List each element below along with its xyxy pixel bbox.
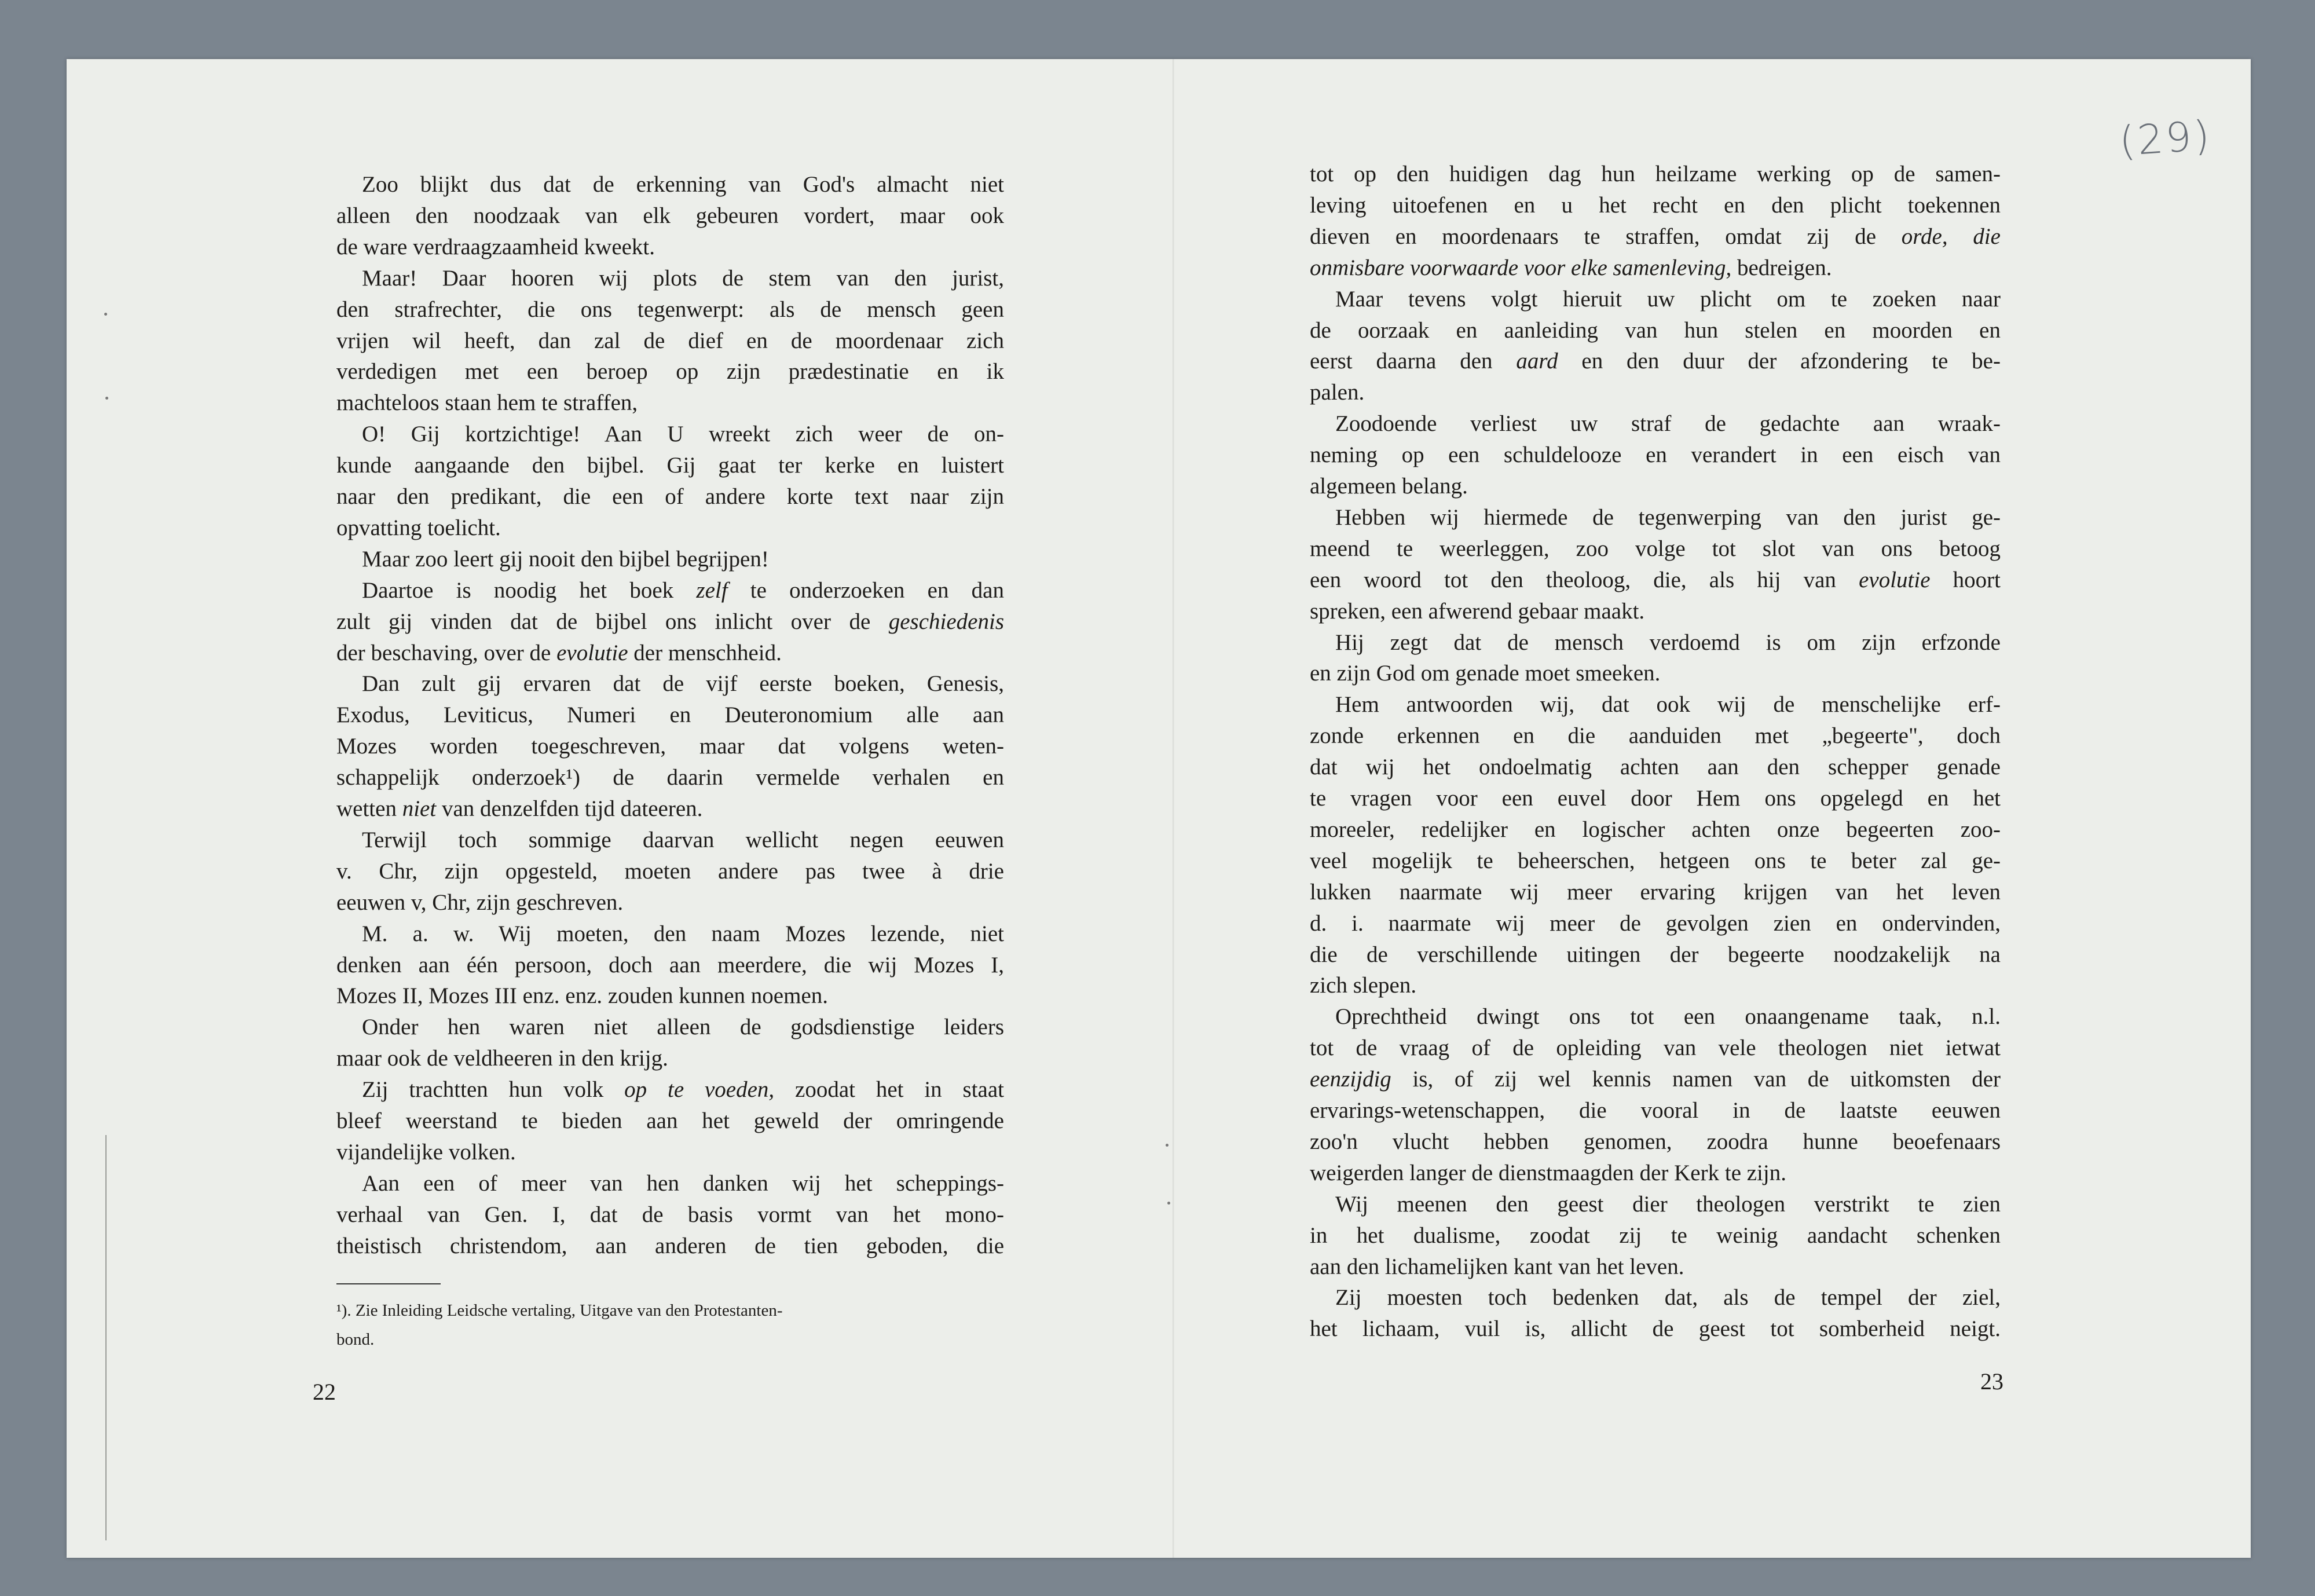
text-line xyxy=(336,918,1004,950)
text-line xyxy=(1310,877,2001,908)
text-run: de oorzaak en aanleiding van hun stelen en moorden en xyxy=(1310,317,2001,343)
text-line xyxy=(336,856,1004,887)
text-run: Dan zult gij ervaren dat de vijf eerste boeken, Genesis, xyxy=(362,671,1004,697)
footnote-line: ¹). Zie Inleiding Leidsche vertaling, Uitgave van den Protestanten- xyxy=(336,1301,783,1320)
text-run: der beschaving, over de xyxy=(336,640,557,665)
text-run: bedreigen. xyxy=(1731,255,1832,280)
italic-text-run: evolutie xyxy=(556,640,628,665)
text-run: van denzelfden tijd dateeren. xyxy=(436,796,703,821)
text-run: de ware verdraagzaamheid kweekt. xyxy=(336,234,655,259)
text-line xyxy=(336,169,1004,200)
text-line xyxy=(336,513,1004,544)
text-line xyxy=(1310,908,2001,939)
text-line xyxy=(1310,689,2001,720)
text-line xyxy=(1310,346,2001,377)
text-run: v. Chr, zijn opgesteld, moeten andere pas twee à drie xyxy=(336,858,1004,884)
footnote-line: bond. xyxy=(336,1330,375,1349)
italic-text-run: orde, die xyxy=(1901,224,2001,249)
text-line xyxy=(1310,752,2001,783)
text-line xyxy=(336,1012,1004,1043)
text-run: Hij zegt dat de mensch verdoemd is om zijn erfzonde xyxy=(1335,629,2001,655)
text-line xyxy=(1310,939,2001,971)
text-line xyxy=(336,481,1004,513)
text-run: te vragen voor een euvel door Hem ons opgelegd en het xyxy=(1310,786,2001,811)
text-line xyxy=(336,575,1004,606)
text-run: ervarings-wetenschappen, die vooral in de laatste eeuwen xyxy=(1310,1098,2001,1123)
text-line xyxy=(336,980,1004,1012)
text-line xyxy=(1310,315,2001,346)
text-line xyxy=(1310,596,2001,627)
text-line xyxy=(336,1168,1004,1199)
text-run: eerst daarna den xyxy=(1310,349,1517,374)
handwritten-page-annotation: (29) xyxy=(2118,111,2214,166)
text-run: spreken, een afwerend gebaar maakt. xyxy=(1310,598,1645,624)
page-number-left: 22 xyxy=(313,1379,336,1405)
speck xyxy=(104,313,107,316)
text-run: meend te weerleggen, zoo volge tot slot van ons betoog xyxy=(1310,536,2001,561)
text-run: theistisch christendom, aan anderen de tien geboden, die xyxy=(336,1233,1004,1258)
text-line xyxy=(336,387,1004,419)
text-line xyxy=(336,200,1004,232)
text-line xyxy=(1310,1282,2001,1313)
text-line xyxy=(1310,1158,2001,1189)
text-line xyxy=(1310,190,2001,221)
italic-text-run: niet xyxy=(402,796,437,821)
text-run: zoo'n vlucht hebben genomen, zoodra hunne beoefenaars xyxy=(1310,1129,2001,1154)
text-line xyxy=(336,793,1004,825)
text-run: weigerden langer de dienstmaagden der Kerk te zijn. xyxy=(1310,1160,1786,1185)
text-run: zoodat het in staat xyxy=(774,1077,1004,1103)
text-run: Hem antwoorden wij, dat ook wij de menschelijke erf- xyxy=(1335,692,2001,718)
text-run: Terwijl toch sommige daarvan wellicht negen eeuwen xyxy=(362,827,1004,852)
text-run: Zoo blijkt dus dat de erkenning van God's almacht niet xyxy=(362,172,1004,197)
text-line xyxy=(336,1106,1004,1137)
text-run: denken aan één persoon, doch aan meerdere, die wij Mozes I, xyxy=(336,952,1004,978)
text-run: vijandelijke volken. xyxy=(336,1139,516,1165)
text-run: het lichaam, vuil is, allicht de geest tot somberheid neigt. xyxy=(1310,1316,2001,1342)
text-run: Onder hen waren niet alleen de godsdienstige leiders xyxy=(362,1015,1004,1040)
text-line xyxy=(336,544,1004,575)
text-line xyxy=(1310,565,2001,596)
page-edge xyxy=(105,1135,107,1540)
italic-text-run: op te voeden, xyxy=(624,1077,775,1103)
text-run: zult gij vinden dat de bijbel ons inlicht over de xyxy=(336,609,889,634)
text-run: hoort xyxy=(1930,567,2001,592)
text-run: Hebben wij hiermede de tegenwerping van den jurist ge- xyxy=(1335,504,2001,530)
italic-text-run: eenzijdig xyxy=(1310,1067,1391,1092)
text-line xyxy=(336,263,1004,294)
text-run: d. i. naarmate wij meer de gevolgen zien en ondervinden, xyxy=(1310,910,2001,936)
text-line xyxy=(336,825,1004,856)
text-run: Maar tevens volgt hieruit uw plicht om te zoeken naar xyxy=(1335,286,2001,312)
text-run: O! Gij kortzichtige! Aan U wreekt zich weer de on- xyxy=(362,422,1004,447)
text-line xyxy=(336,1199,1004,1231)
text-run: Zij trachtten hun volk xyxy=(362,1077,625,1103)
text-line xyxy=(1310,1095,2001,1126)
text-line xyxy=(1310,221,2001,252)
text-run: algemeen belang. xyxy=(1310,474,1468,499)
text-run: veel mogelijk te beheerschen, hetgeen ons te beter zal ge- xyxy=(1310,848,2001,873)
text-line xyxy=(1310,627,2001,658)
text-line xyxy=(1310,377,2001,408)
text-run: dat wij het ondoelmatig achten aan den schepper genade xyxy=(1310,755,2001,780)
text-line xyxy=(336,1231,1004,1262)
text-run: een woord tot den theoloog, die, als hij van xyxy=(1310,567,1859,592)
text-line xyxy=(1310,471,2001,502)
text-run: zonde erkennen en die aanduiden met „begeerte", doch xyxy=(1310,723,2001,749)
text-run: Zij moesten toch bedenken dat, als de tempel der ziel, xyxy=(1335,1285,2001,1311)
text-line xyxy=(1310,814,2001,845)
text-line xyxy=(336,887,1004,918)
text-run: alleen den noodzaak van elk gebeuren vordert, maar ook xyxy=(336,203,1004,228)
text-run: schappelijk onderzoek¹) de daarin vermelde verhalen en xyxy=(336,765,1004,790)
text-run: Exodus, Leviticus, Numeri en Deuteronomium alle aan xyxy=(336,702,1004,728)
text-line xyxy=(1310,1220,2001,1251)
text-run: Aan een of meer van hen danken wij het scheppings- xyxy=(362,1170,1004,1196)
text-line xyxy=(1310,1313,2001,1345)
text-line xyxy=(1310,252,2001,284)
footnote-divider xyxy=(336,1283,441,1284)
text-run: die de verschillende uitingen der begeerte noodzakelijk na xyxy=(1310,942,2001,967)
text-run: Maar zoo leert gij nooit den bijbel begrijpen! xyxy=(362,546,769,572)
text-line xyxy=(1310,408,2001,440)
text-line xyxy=(336,762,1004,793)
text-line xyxy=(336,668,1004,700)
text-run: is, of zij wel kennis namen van de uitkomsten der xyxy=(1391,1067,2001,1092)
text-run: kunde aangaande den bijbel. Gij gaat ter kerke en luistert xyxy=(336,453,1004,478)
text-line xyxy=(336,450,1004,481)
text-run: Maar! Daar hooren wij plots de stem van den jurist, xyxy=(362,265,1004,291)
text-run: palen. xyxy=(1310,380,1365,405)
speck xyxy=(1167,1202,1170,1205)
text-line xyxy=(336,1074,1004,1106)
text-line xyxy=(1310,159,2001,190)
text-run: Daartoe is noodig het boek xyxy=(362,577,697,603)
text-run: te onderzoeken en dan xyxy=(727,577,1004,603)
text-run: maar ook de veldheeren in den krijg. xyxy=(336,1046,668,1071)
text-run: zich slepen. xyxy=(1310,973,1417,998)
text-line xyxy=(336,232,1004,263)
text-line xyxy=(1310,1033,2001,1064)
italic-text-run: evolutie xyxy=(1859,567,1931,592)
text-line xyxy=(336,731,1004,762)
text-run: neming op een schuldelooze en verandert in een eisch van xyxy=(1310,442,2001,468)
text-line xyxy=(1310,658,2001,689)
text-run: Oprechtheid dwingt ons tot een onaangename taak, n.l. xyxy=(1335,1004,2001,1030)
text-line xyxy=(1310,1001,2001,1033)
text-run: Wij meenen den geest dier theologen verstrikt te zien xyxy=(1335,1191,2001,1217)
text-run: verdedigen met een beroep op zijn prædestinatie en ik xyxy=(336,359,1004,385)
book-spine xyxy=(1173,59,1174,1558)
text-line xyxy=(336,606,1004,638)
text-run: dieven en moordenaars te straffen, omdat zij de xyxy=(1310,224,1902,249)
text-run: leving uitoefenen en u het recht en den plicht toekennen xyxy=(1310,192,2001,218)
text-run: M. a. w. Wij moeten, den naam Mozes lezende, niet xyxy=(362,921,1004,946)
text-run: machteloos staan hem te straffen, xyxy=(336,390,638,416)
text-line xyxy=(336,294,1004,325)
text-run: opvatting toelicht. xyxy=(336,515,501,540)
speck xyxy=(1166,1144,1169,1147)
text-run: in het dualisme, zoodat zij te weinig aandacht schenken xyxy=(1310,1222,2001,1248)
text-run: der menschheid. xyxy=(628,640,782,665)
text-run: den strafrechter, die ons tegenwerpt: als de mensch geen xyxy=(336,296,1004,322)
text-run: en den duur der afzondering te be- xyxy=(1558,349,2001,374)
italic-text-run: geschiedenis xyxy=(888,609,1004,634)
text-line xyxy=(336,950,1004,981)
text-line xyxy=(1310,783,2001,814)
text-run: Mozes worden toegeschreven, maar dat volgens weten- xyxy=(336,734,1004,759)
text-line xyxy=(336,638,1004,669)
text-run: en zijn God om genade moet smeeken. xyxy=(1310,661,1661,686)
text-line xyxy=(1310,440,2001,471)
text-line xyxy=(1310,720,2001,752)
text-run: lukken naarmate wij meer ervaring krijgen van het leven xyxy=(1310,879,2001,905)
text-line xyxy=(1310,533,2001,565)
text-run: Zoodoende verliest uw straf de gedachte aan wraak- xyxy=(1335,411,2001,437)
text-run: bleef weerstand te bieden aan het geweld der omringende xyxy=(336,1108,1004,1133)
italic-text-run: zelf xyxy=(696,577,728,603)
text-run: verhaal van Gen. I, dat de basis vormt van het mono- xyxy=(336,1202,1004,1227)
text-run: naar den predikant, die een of andere korte text naar zijn xyxy=(336,484,1004,509)
text-line xyxy=(1310,284,2001,315)
text-line xyxy=(1310,1251,2001,1283)
text-line xyxy=(1310,1126,2001,1158)
text-line xyxy=(1310,502,2001,533)
text-line xyxy=(1310,1189,2001,1220)
text-line xyxy=(336,1137,1004,1168)
speck xyxy=(105,397,108,400)
text-run: aan den lichamelijken kant van het leven. xyxy=(1310,1254,1684,1279)
italic-text-run: aard xyxy=(1516,349,1558,374)
text-run: eeuwen v, Chr, zijn geschreven. xyxy=(336,889,624,915)
text-line xyxy=(1310,970,2001,1001)
text-line xyxy=(1310,845,2001,877)
text-run: Mozes II, Mozes III enz. enz. zouden kunnen noemen. xyxy=(336,983,829,1009)
text-run: tot op den huidigen dag hun heilzame werking op de samen- xyxy=(1310,162,2001,186)
text-line xyxy=(336,419,1004,450)
text-run: vrijen wil heeft, dan zal de dief en de moordenaar zich xyxy=(336,328,1004,353)
text-line xyxy=(336,700,1004,731)
text-run: tot de vraag of de opleiding van vele theologen niet ietwat xyxy=(1310,1035,2001,1061)
text-line xyxy=(336,1043,1004,1074)
text-run: wetten xyxy=(336,796,402,821)
page-number-right: 23 xyxy=(1980,1368,2003,1394)
text-run: moreeler, redelijker en logischer achten onze begeerten zoo- xyxy=(1310,817,2001,842)
text-line xyxy=(336,325,1004,357)
text-line xyxy=(1310,1064,2001,1095)
italic-text-run: onmisbare voorwaarde voor elke samenleving, xyxy=(1310,255,1732,280)
text-line xyxy=(336,356,1004,387)
